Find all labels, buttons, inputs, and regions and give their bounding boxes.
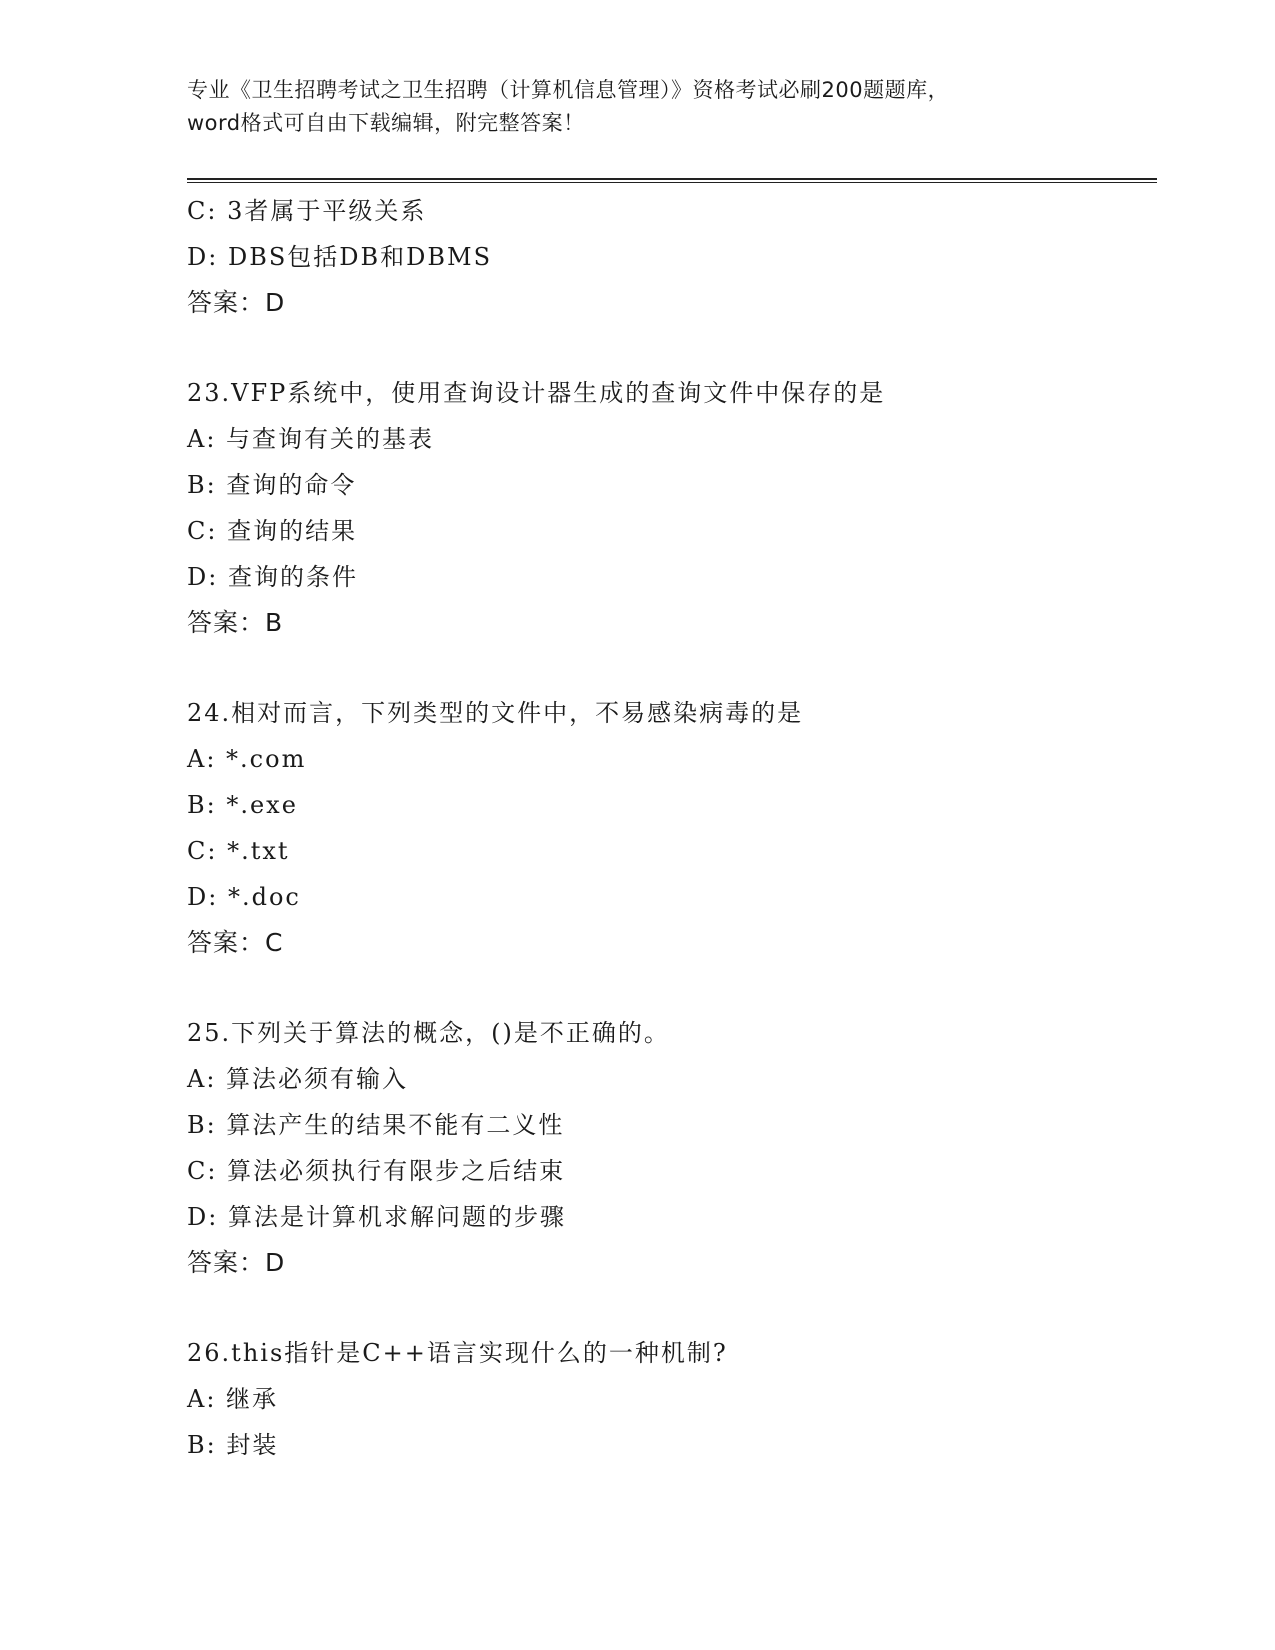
option-c: C: 查询的结果 xyxy=(187,517,358,545)
question-text: 23.VFP系统中，使用查询设计器生成的查询文件中保存的是 xyxy=(187,379,886,407)
option-a: A: 与查询有关的基表 xyxy=(187,425,435,453)
header-title-line-1: 专业《卫生招聘考试之卫生招聘（计算机信息管理）》资格考试必刷200题题库， xyxy=(187,78,950,102)
question-23 xyxy=(187,370,1157,646)
spacer xyxy=(187,966,1157,1010)
question-25 xyxy=(187,1010,1157,1286)
document-header xyxy=(187,74,1087,140)
option-b: B: 算法产生的结果不能有二义性 xyxy=(187,1111,565,1139)
option-d: D: 查询的条件 xyxy=(187,563,358,591)
question-24 xyxy=(187,690,1157,966)
answer: 答案：D xyxy=(187,1248,286,1277)
option-d: D: 算法是计算机求解问题的步骤 xyxy=(187,1203,566,1231)
option-d: D: DBS包括DB和DBMS xyxy=(187,243,493,271)
option-b: B: 封装 xyxy=(187,1431,279,1459)
option-b: B: 查询的命令 xyxy=(187,471,357,499)
header-divider xyxy=(187,178,1157,183)
option-c: C: *.txt xyxy=(187,837,290,865)
option-c: C: 3者属于平级关系 xyxy=(187,197,427,225)
option-d: D: *.doc xyxy=(187,883,301,911)
question-text: 24.相对而言，下列类型的文件中，不易感染病毒的是 xyxy=(187,699,804,727)
option-a: A: 算法必须有输入 xyxy=(187,1065,409,1093)
spacer xyxy=(187,326,1157,370)
answer: 答案：C xyxy=(187,928,284,957)
spacer xyxy=(187,1286,1157,1330)
question-list xyxy=(187,188,1157,1468)
option-a: A: *.com xyxy=(187,745,307,773)
question-22-tail xyxy=(187,188,1157,326)
option-a: A: 继承 xyxy=(187,1385,279,1413)
question-text: 26.this指针是C++语言实现什么的一种机制? xyxy=(187,1339,728,1367)
question-26 xyxy=(187,1330,1157,1468)
answer: 答案：D xyxy=(187,288,286,317)
option-c: C: 算法必须执行有限步之后结束 xyxy=(187,1157,566,1185)
option-b: B: *.exe xyxy=(187,791,298,819)
answer: 答案：B xyxy=(187,608,284,637)
question-text: 25.下列关于算法的概念，()是不正确的。 xyxy=(187,1019,670,1047)
spacer xyxy=(187,646,1157,690)
header-title-line-2: word格式可自由下载编辑，附完整答案！ xyxy=(187,111,585,135)
